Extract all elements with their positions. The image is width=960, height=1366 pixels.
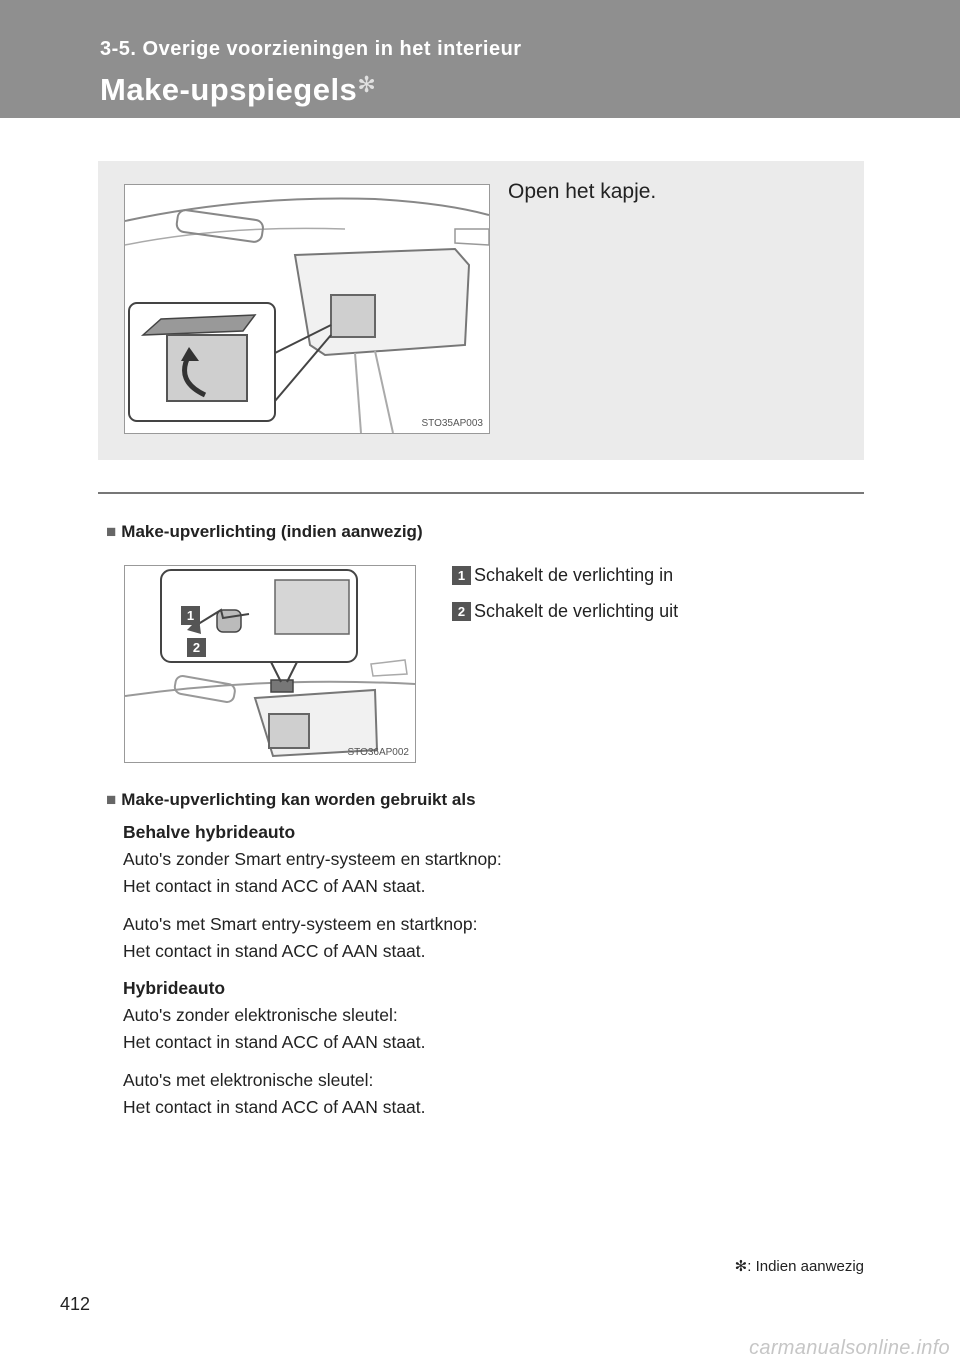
page-number: 412 <box>60 1294 91 1314</box>
usage-group <box>123 819 502 900</box>
usage-heading-text: Make-upverlichting kan worden gebruikt als <box>121 790 476 809</box>
lighting-heading <box>106 522 423 542</box>
section-label: 3-5. Overige voorzieningen in het interieur <box>100 38 522 60</box>
legend-badge: 2 <box>452 602 471 621</box>
group-line: Auto's zonder Smart entry-systeem en startknop: <box>123 849 502 869</box>
square-bullet-icon: ■ <box>106 790 117 809</box>
instruction-text: Open het kapje. <box>508 180 657 203</box>
group-title: Hybrideauto <box>123 978 226 998</box>
legend-item <box>452 565 673 586</box>
section-divider <box>98 492 864 494</box>
group-line: Het contact in stand ACC of AAN staat. <box>123 1032 426 1052</box>
figure-code: STO35AP003 <box>421 418 483 429</box>
usage-group <box>123 911 477 965</box>
group-line: Auto's zonder elektronische sleutel: <box>123 1005 398 1025</box>
legend-text: Schakelt de verlichting in <box>474 565 674 585</box>
lighting-switch-illustration <box>124 565 416 763</box>
footnote-text: : Indien aanwezig <box>747 1258 864 1275</box>
asterisk-icon: ✻ <box>734 1258 748 1275</box>
usage-group <box>123 1067 426 1121</box>
usage-heading <box>106 790 476 810</box>
page-title-text: Make-upspiegels <box>100 72 358 107</box>
vanity-mirror-illustration <box>124 184 490 434</box>
group-line: Auto's met elektronische sleutel: <box>123 1070 374 1090</box>
legend-text: Schakelt de verlichting uit <box>474 601 679 621</box>
page-title <box>100 72 376 108</box>
group-line: Het contact in stand ACC of AAN staat. <box>123 876 426 896</box>
legend-item <box>452 601 678 622</box>
group-line: Het contact in stand ACC of AAN staat. <box>123 1097 426 1117</box>
figure-code: STO36AP002 <box>347 747 409 758</box>
group-line: Auto's met Smart entry-systeem en startknop: <box>123 914 478 934</box>
footnote <box>735 1257 864 1275</box>
usage-group <box>123 975 426 1056</box>
lighting-heading-text: Make-upverlichting (indien aanwezig) <box>121 522 423 541</box>
square-bullet-icon: ■ <box>106 522 117 541</box>
page-header <box>0 0 960 118</box>
watermark: carmanualsonline.info <box>749 1337 950 1359</box>
callout-2-badge: 2 <box>187 638 206 657</box>
lighting-switch-drawing <box>125 566 415 762</box>
sun-visor-drawing <box>125 185 489 433</box>
callout-1-badge: 1 <box>181 606 200 625</box>
asterisk-icon: ✻ <box>357 72 377 97</box>
group-title: Behalve hybrideauto <box>123 822 296 842</box>
group-line: Het contact in stand ACC of AAN staat. <box>123 941 426 961</box>
legend-badge: 1 <box>452 566 471 585</box>
